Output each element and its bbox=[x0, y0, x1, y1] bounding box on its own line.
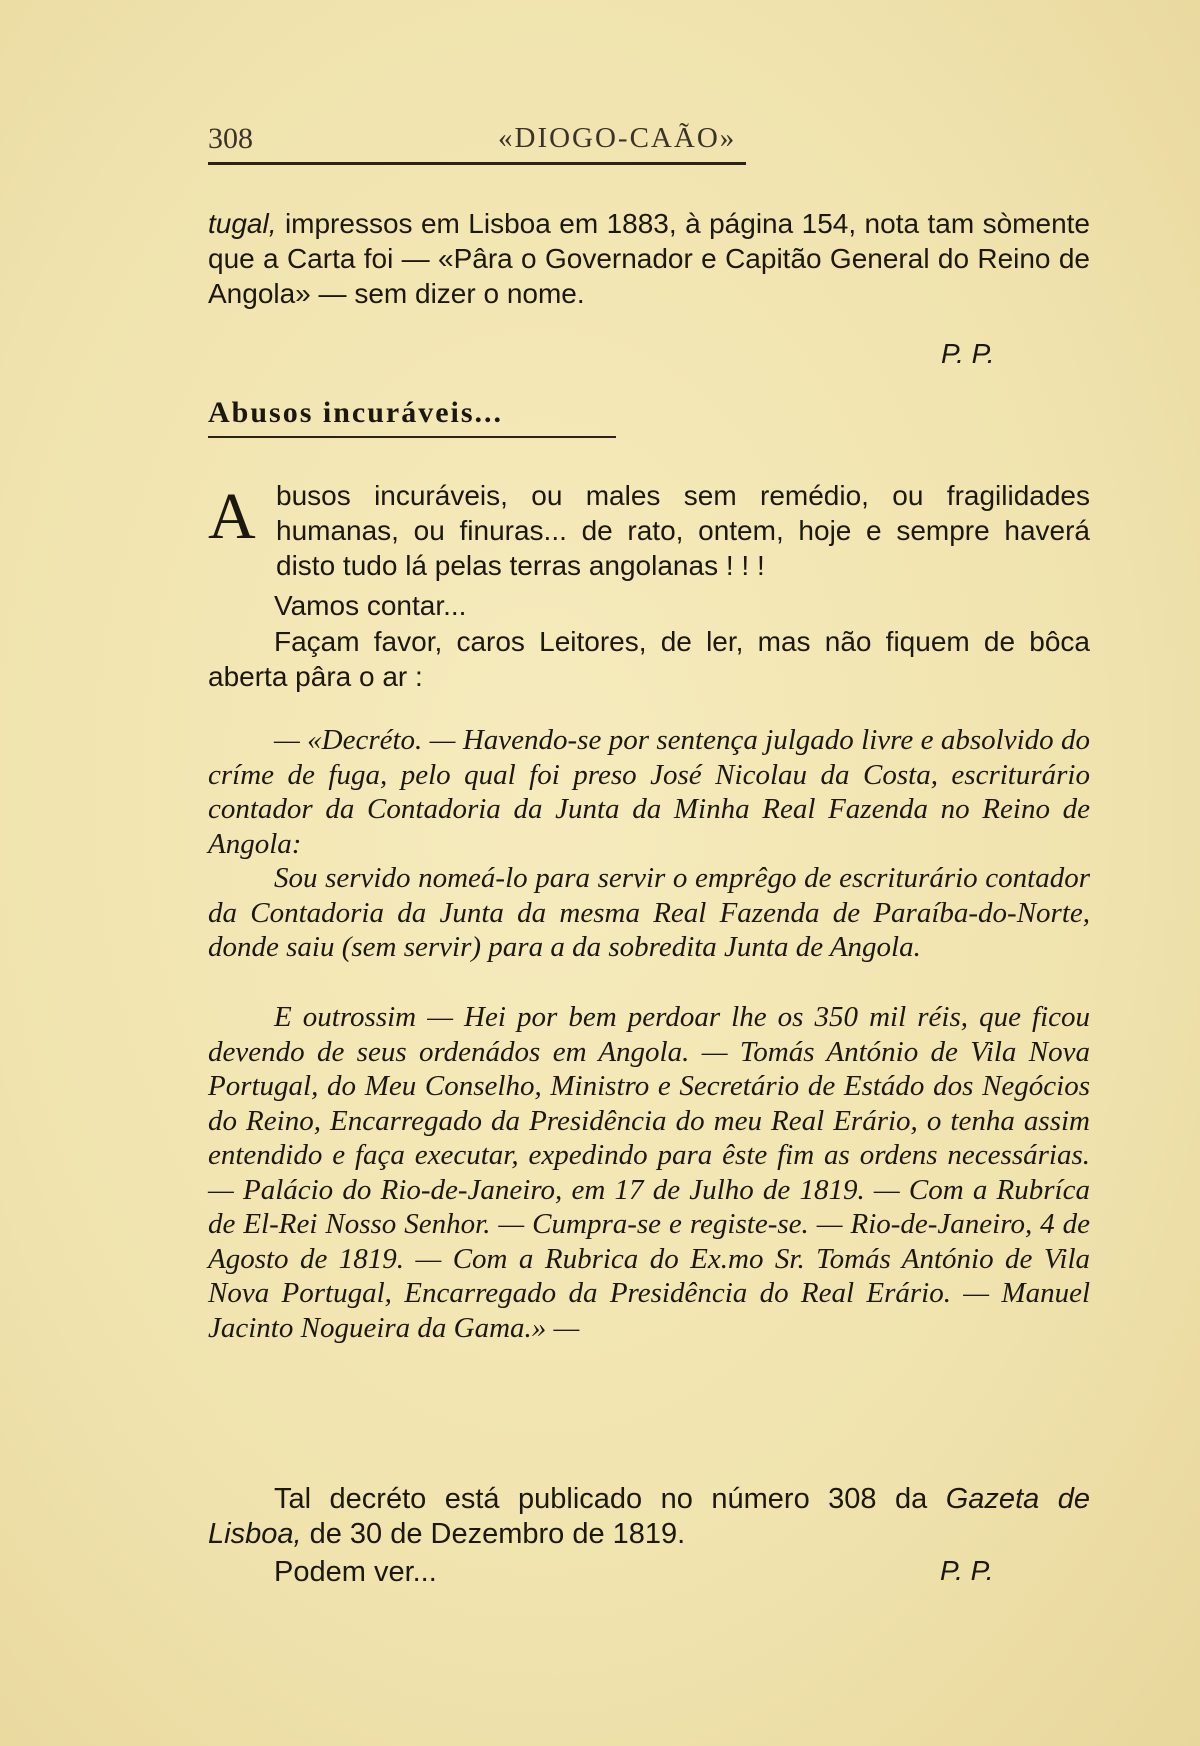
intro-signature: P. P. bbox=[941, 338, 995, 369]
closing-italic: Gazeta de Lisboa, bbox=[208, 1483, 1090, 1550]
section-paragraph-1a bbox=[276, 478, 1090, 583]
page-number: 308 bbox=[208, 122, 253, 155]
intro-paragraph bbox=[208, 206, 1090, 311]
closing-signature: P. P. bbox=[940, 1555, 994, 1586]
decree-paragraph-3: E outrossim — Hei por bem perdoar lhe os 350 mil réis, que ficou devendo de seus ordenádos em Angola. — Tomás António de Vila Nova Portugal, do Meu Conselho, Ministro e Secretário de Estádo dos Negócios do Reino, Encarregado da Presidência do meu Real Erário, o tenha assim entendido e faça executar, expedindo para êste fim as ordens necessárias. — Palácio do Rio-de-Janeiro, em 17 de Julho de 1819. — Com a Rubríca de El-Rei Nosso Senhor. — Cumpra-se e registe-se. — Rio-de-Janeiro, 4 de Agosto de 1819. — Com a Rubrica do Ex.mo Sr. Tomás António de Vila Nova Portugal, Encarregado da Presidência do Real Erário. — Manuel Jacinto Nogueira da Gama.» — bbox=[208, 1001, 1090, 1344]
closing-paragraph bbox=[208, 1482, 1090, 1552]
intro-text: impressos em Lisboa em 1883, à página 154, nota tam sòmente que a Carta foi — «Pâra o Governador e Capitão General do Reino de Angola» — sem dizer o nome. bbox=[208, 208, 1090, 309]
intro-italic: tugal, bbox=[208, 208, 277, 239]
drop-cap: A bbox=[208, 480, 256, 553]
decree-paragraph-2: Sou servido nomeá-lo para servir o emprêgo de escriturário contador da Contadoria da Junta da mesma Real Fazenda de Paraíba-do-Norte, donde saiu (sem servir) para a da sobredita Junta de Angola. bbox=[208, 862, 1090, 963]
page-header bbox=[208, 122, 746, 165]
section-paragraph-2: Vamos contar... bbox=[274, 590, 467, 621]
section-title: Abusos incuráveis... bbox=[208, 396, 616, 438]
running-title: «DIOGO-CAÃO» bbox=[498, 122, 737, 154]
closing-line-2: Podem ver... bbox=[274, 1556, 437, 1588]
closing-text-before: Tal decréto está publicado no número 308 da bbox=[274, 1483, 946, 1515]
decree-paragraph-1: — «Decréto. — Havendo-se por sentença julgado livre e absolvido do críme de fuga, pelo qual foi preso José Nicolau da Costa, escriturário contador da Contadoria da Junta da Minha Real Fazenda no Reino de Angola: bbox=[208, 724, 1090, 860]
section-paragraph-3: Façam favor, caros Leitores, de ler, mas não fiquem de bôca aberta pâra o ar : bbox=[208, 626, 1090, 692]
closing-text-after: de 30 de Dezembro de 1819. bbox=[301, 1518, 686, 1550]
section-paragraph-1: busos incuráveis, ou males sem remédio, ou fragilidades humanas, ou finuras... de rato, ontem, hoje e sempre haverá disto tudo lá pelas terras angolanas ! ! ! bbox=[276, 480, 1090, 581]
